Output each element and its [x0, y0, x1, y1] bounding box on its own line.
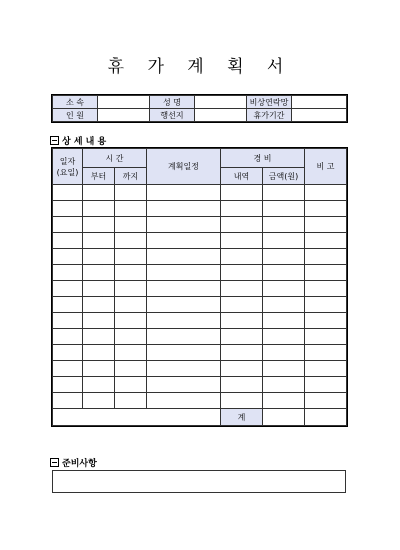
note-cell[interactable] [305, 345, 347, 361]
from-cell[interactable] [83, 249, 115, 265]
date-cell[interactable] [53, 233, 83, 249]
minus-box-icon [50, 458, 59, 467]
from-cell[interactable] [83, 185, 115, 201]
note-cell[interactable] [305, 185, 347, 201]
from-cell[interactable] [83, 265, 115, 281]
note-cell[interactable] [305, 329, 347, 345]
item-cell[interactable] [221, 233, 263, 249]
from-cell[interactable] [83, 345, 115, 361]
amount-cell[interactable] [263, 361, 305, 377]
plan-cell[interactable] [147, 393, 221, 409]
date-cell[interactable] [53, 345, 83, 361]
date-cell[interactable] [53, 393, 83, 409]
plan-cell[interactable] [147, 201, 221, 217]
note-cell[interactable] [305, 217, 347, 233]
table-row [53, 249, 347, 265]
date-cell[interactable] [53, 217, 83, 233]
affiliation-label: 소 속 [53, 96, 98, 109]
to-cell[interactable] [115, 361, 147, 377]
personnel-field[interactable] [98, 109, 150, 122]
item-header: 내역 [221, 168, 263, 185]
from-cell[interactable] [83, 377, 115, 393]
to-cell[interactable] [115, 201, 147, 217]
table-row [53, 313, 347, 329]
date-cell[interactable] [53, 281, 83, 297]
amount-cell[interactable] [263, 265, 305, 281]
date-cell[interactable] [53, 313, 83, 329]
plan-cell[interactable] [147, 249, 221, 265]
date-header-sub: (요일) [56, 167, 79, 177]
to-cell[interactable] [115, 217, 147, 233]
info-table [52, 95, 347, 122]
amount-header: 금액(원) [263, 168, 305, 185]
note-cell[interactable] [305, 249, 347, 265]
plan-cell[interactable] [147, 345, 221, 361]
from-cell[interactable] [83, 233, 115, 249]
from-cell[interactable] [83, 217, 115, 233]
item-cell[interactable] [221, 217, 263, 233]
name-field[interactable] [195, 96, 247, 109]
plan-cell[interactable] [147, 377, 221, 393]
note-header: 비 고 [305, 149, 347, 185]
to-cell[interactable] [115, 297, 147, 313]
total-note-cell[interactable] [305, 409, 347, 426]
item-cell[interactable] [221, 185, 263, 201]
plan-header: 계획일정 [147, 149, 221, 185]
date-cell[interactable] [53, 265, 83, 281]
date-cell[interactable] [53, 249, 83, 265]
plan-cell[interactable] [147, 361, 221, 377]
plan-cell[interactable] [147, 297, 221, 313]
table-row [53, 233, 347, 249]
total-row [53, 409, 347, 426]
amount-cell[interactable] [263, 329, 305, 345]
prep-field[interactable] [52, 470, 346, 493]
table-row [53, 281, 347, 297]
to-cell[interactable] [115, 345, 147, 361]
to-cell[interactable] [115, 281, 147, 297]
from-cell[interactable] [83, 329, 115, 345]
plan-cell[interactable] [147, 233, 221, 249]
date-header-label: 일자 [59, 156, 76, 166]
personnel-label: 인 원 [53, 109, 98, 122]
note-cell[interactable] [305, 361, 347, 377]
to-header: 까지 [115, 168, 147, 185]
name-label: 성 명 [150, 96, 195, 109]
plan-cell[interactable] [147, 217, 221, 233]
vacation-period-field[interactable] [292, 109, 347, 122]
detail-table [52, 148, 347, 426]
amount-cell[interactable] [263, 377, 305, 393]
from-cell[interactable] [83, 393, 115, 409]
to-cell[interactable] [115, 265, 147, 281]
plan-cell[interactable] [147, 329, 221, 345]
note-cell[interactable] [305, 393, 347, 409]
amount-cell[interactable] [263, 185, 305, 201]
amount-cell[interactable] [263, 249, 305, 265]
destination-field[interactable] [195, 109, 247, 122]
note-cell[interactable] [305, 313, 347, 329]
date-cell[interactable] [53, 297, 83, 313]
date-cell[interactable] [53, 377, 83, 393]
detail-section-heading [50, 134, 106, 147]
from-header: 부터 [83, 168, 115, 185]
minus-box-icon [50, 136, 59, 145]
item-cell[interactable] [221, 377, 263, 393]
from-cell[interactable] [83, 297, 115, 313]
date-header [53, 149, 83, 185]
table-row [53, 345, 347, 361]
amount-cell[interactable] [263, 281, 305, 297]
item-cell[interactable] [221, 281, 263, 297]
destination-label: 행선지 [150, 109, 195, 122]
date-cell[interactable] [53, 361, 83, 377]
total-blank-cell [53, 409, 221, 426]
item-cell[interactable] [221, 297, 263, 313]
to-cell[interactable] [115, 233, 147, 249]
amount-cell[interactable] [263, 217, 305, 233]
date-cell[interactable] [53, 201, 83, 217]
amount-cell[interactable] [263, 233, 305, 249]
table-row [53, 217, 347, 233]
amount-cell[interactable] [263, 313, 305, 329]
note-cell[interactable] [305, 377, 347, 393]
amount-cell[interactable] [263, 345, 305, 361]
date-cell[interactable] [53, 329, 83, 345]
affiliation-field[interactable] [98, 96, 150, 109]
plan-cell[interactable] [147, 265, 221, 281]
item-cell[interactable] [221, 361, 263, 377]
to-cell[interactable] [115, 393, 147, 409]
table-row [53, 361, 347, 377]
amount-cell[interactable] [263, 297, 305, 313]
table-row [53, 201, 347, 217]
to-cell[interactable] [115, 329, 147, 345]
plan-cell[interactable] [147, 185, 221, 201]
note-cell[interactable] [305, 201, 347, 217]
amount-cell[interactable] [263, 201, 305, 217]
table-row [53, 393, 347, 409]
item-cell[interactable] [221, 329, 263, 345]
detail-section-title: 상 세 내 용 [62, 137, 107, 147]
cost-header: 경 비 [221, 149, 305, 168]
plan-cell[interactable] [147, 313, 221, 329]
note-cell[interactable] [305, 297, 347, 313]
to-cell[interactable] [115, 185, 147, 201]
amount-cell[interactable] [263, 393, 305, 409]
table-row [53, 297, 347, 313]
note-cell[interactable] [305, 233, 347, 249]
plan-cell[interactable] [147, 281, 221, 297]
table-row [53, 265, 347, 281]
item-cell[interactable] [221, 265, 263, 281]
table-row [53, 329, 347, 345]
to-cell[interactable] [115, 377, 147, 393]
prep-section-title: 준비사항 [62, 459, 97, 469]
from-cell[interactable] [83, 281, 115, 297]
emergency-contact-field[interactable] [292, 96, 347, 109]
vacation-period-label: 휴가기간 [247, 109, 292, 122]
table-row [53, 377, 347, 393]
note-cell[interactable] [305, 265, 347, 281]
from-cell[interactable] [83, 201, 115, 217]
item-cell[interactable] [221, 345, 263, 361]
total-amount-cell[interactable] [263, 409, 305, 426]
item-cell[interactable] [221, 393, 263, 409]
from-cell[interactable] [83, 313, 115, 329]
item-cell[interactable] [221, 313, 263, 329]
time-header: 시 간 [83, 149, 147, 168]
note-cell[interactable] [305, 281, 347, 297]
from-cell[interactable] [83, 361, 115, 377]
to-cell[interactable] [115, 313, 147, 329]
to-cell[interactable] [115, 249, 147, 265]
document-title: 휴 가 계 획 서 [107, 57, 293, 77]
total-label: 계 [221, 409, 263, 426]
table-row [53, 185, 347, 201]
emergency-contact-label: 비상연락망 [247, 96, 292, 109]
item-cell[interactable] [221, 249, 263, 265]
item-cell[interactable] [221, 201, 263, 217]
prep-section-heading [50, 456, 97, 469]
date-cell[interactable] [53, 185, 83, 201]
